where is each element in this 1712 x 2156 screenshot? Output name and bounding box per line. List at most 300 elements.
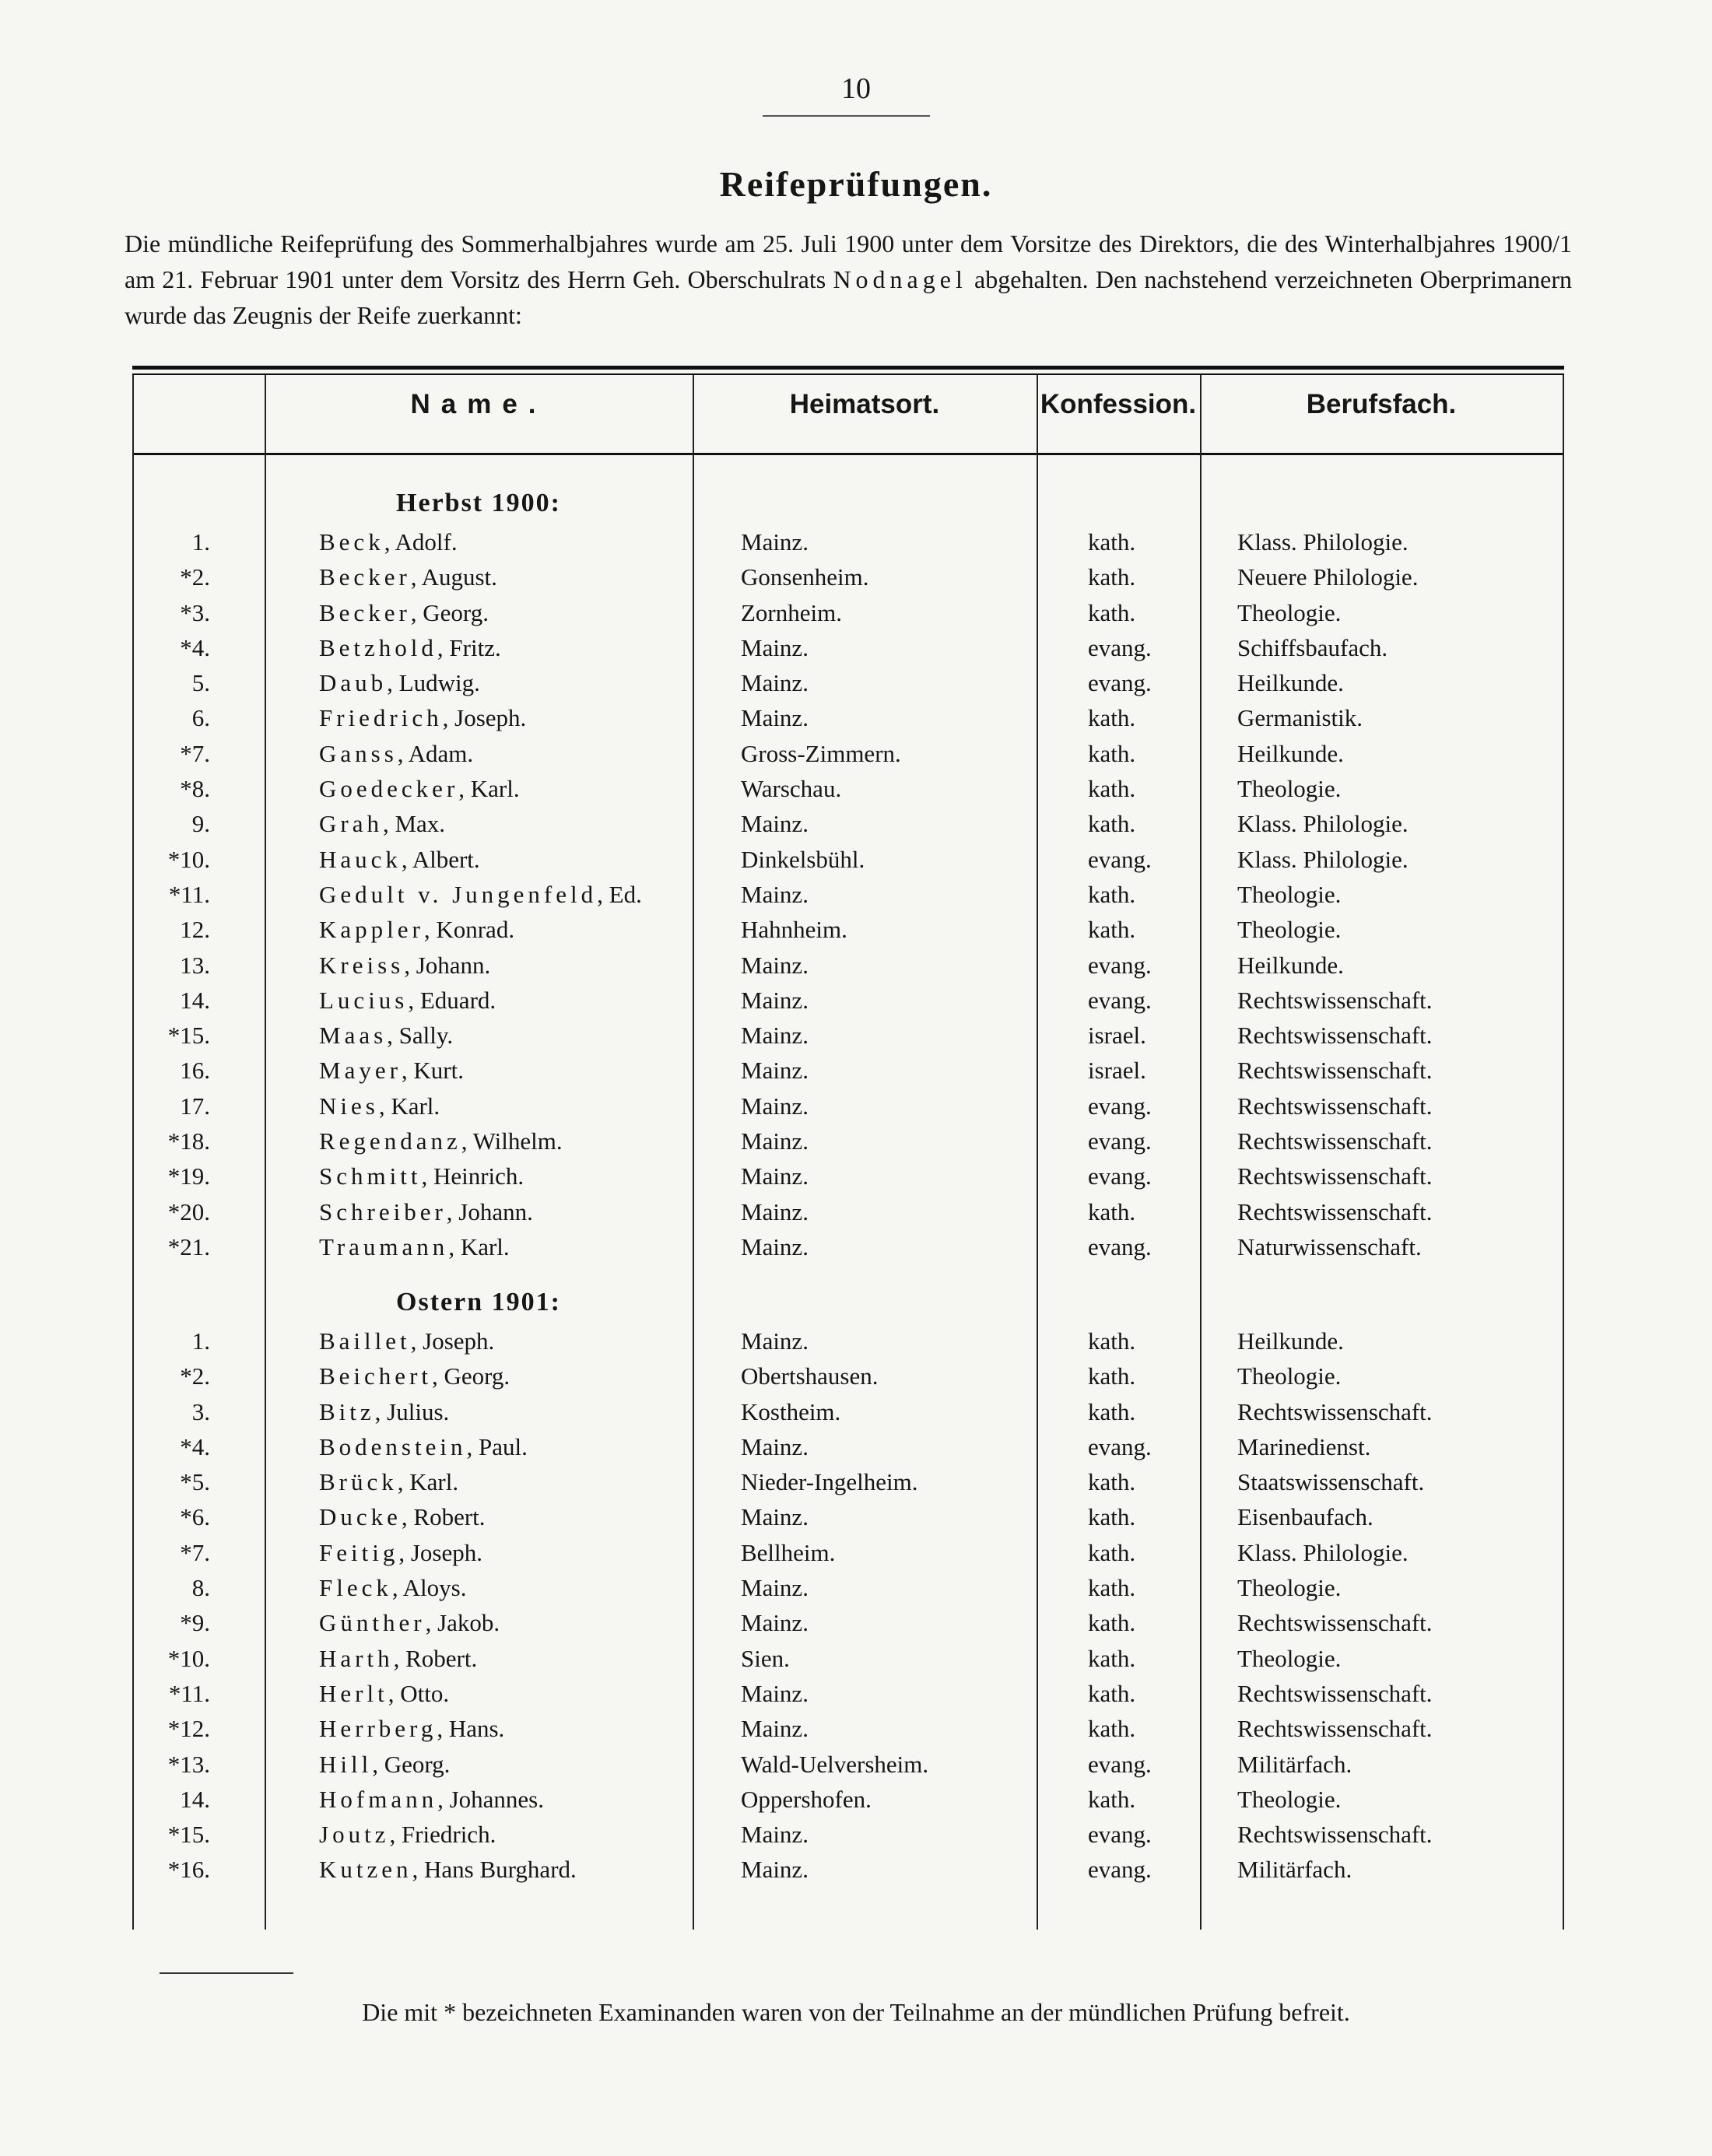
konfession-cell: evang. [1088, 986, 1152, 1014]
entry-number: 14. [180, 986, 210, 1014]
student-name [319, 599, 489, 627]
surname: Günther [319, 1609, 426, 1637]
table-row [132, 1536, 1564, 1571]
berufsfach-cell: Naturwissenschaft. [1237, 1232, 1422, 1260]
table-row [132, 1195, 1564, 1230]
given-name: , Konrad. [423, 916, 515, 944]
given-name: , Johannes. [437, 1785, 544, 1813]
berufsfach-cell: Heilkunde. [1237, 1327, 1344, 1355]
heimatsort-cell: Kostheim. [741, 1397, 841, 1425]
student-name [319, 775, 520, 803]
table-row [132, 1571, 1564, 1606]
surname: Schreiber [319, 1197, 447, 1225]
konfession-cell: evang. [1088, 1162, 1152, 1190]
table-row [132, 1159, 1564, 1194]
table-row [132, 1324, 1564, 1359]
konfession-cell: evang. [1088, 1856, 1152, 1884]
entry-number: 9. [191, 810, 210, 838]
table-row [132, 772, 1564, 807]
intro-chairman-name: Nodnagel [833, 265, 967, 293]
surname: Friedrich [319, 704, 443, 732]
surname: Becker [319, 563, 411, 591]
surname: Becker [319, 598, 411, 626]
given-name: , Sally. [387, 1022, 454, 1050]
page-number: 10 [841, 72, 871, 105]
given-name: , Heinrich. [421, 1162, 524, 1190]
table-row [132, 1642, 1564, 1677]
surname: Regendanz [319, 1127, 461, 1155]
berufsfach-cell: Rechtswissenschaft. [1237, 1092, 1433, 1120]
footnote: Die mit * bezeichneten Examinanden waren von der Teilnahme an der mündlichen Prüfung befreit. [362, 1998, 1350, 2026]
heimatsort-cell: Mainz. [741, 810, 809, 838]
entry-number: *10. [167, 845, 210, 873]
student-name [319, 952, 490, 980]
entry-number: *2. [180, 563, 210, 591]
student-name [319, 1057, 464, 1085]
konfession-cell: evang. [1088, 951, 1152, 979]
konfession-cell: kath. [1088, 1503, 1136, 1531]
given-name: , Fritz. [437, 633, 501, 661]
entry-number: *8. [180, 775, 210, 803]
student-name [319, 1162, 524, 1190]
intro-paragraph [125, 226, 1572, 333]
given-name: , Wilhelm. [461, 1127, 563, 1155]
heimatsort-cell: Nieder-Ingelheim. [741, 1468, 918, 1496]
entry-number: *19. [167, 1162, 210, 1190]
konfession-cell: evang. [1088, 845, 1152, 873]
table-row [132, 913, 1564, 948]
entry-number: *9. [180, 1609, 210, 1637]
given-name: , Adam. [397, 739, 474, 767]
header-konfession: Konfession. [1040, 389, 1197, 419]
heimatsort-cell: Mainz. [741, 1574, 809, 1602]
berufsfach-cell: Heilkunde. [1237, 739, 1344, 767]
table-row [132, 1230, 1564, 1265]
heimatsort-cell: Mainz. [741, 704, 809, 732]
heimatsort-cell: Mainz. [741, 1432, 809, 1460]
surname: Herrberg [319, 1715, 437, 1743]
given-name: , Adolf. [384, 528, 458, 556]
konfession-cell: kath. [1088, 880, 1136, 908]
given-name: , Georg. [372, 1750, 451, 1778]
table-row [132, 1500, 1564, 1535]
heimatsort-cell: Dinkelsbühl. [741, 845, 865, 873]
student-name [319, 1233, 510, 1261]
berufsfach-cell: Rechtswissenschaft. [1237, 1022, 1433, 1050]
section-title-herbst: Herbst 1900: [396, 489, 561, 517]
surname: Maas [319, 1022, 388, 1050]
surname: Kappler [319, 916, 424, 944]
konfession-cell: kath. [1088, 1785, 1136, 1813]
section-title-ostern: Ostern 1901: [396, 1288, 561, 1316]
table-row [132, 737, 1564, 772]
entry-number: *3. [180, 598, 210, 626]
surname: Hauck [319, 845, 402, 873]
table-row [132, 1395, 1564, 1430]
entry-number: 3. [191, 1397, 210, 1425]
konfession-cell: kath. [1088, 1327, 1136, 1355]
konfession-cell: kath. [1088, 1609, 1136, 1637]
table-row [132, 1783, 1564, 1818]
heimatsort-cell: Mainz. [741, 669, 809, 697]
surname: Daub [319, 669, 388, 697]
entry-number: *6. [180, 1503, 210, 1531]
berufsfach-cell: Germanistik. [1237, 704, 1363, 732]
surname: Joutz [319, 1821, 390, 1849]
given-name: , Georg. [432, 1362, 510, 1390]
heimatsort-cell: Gonsenheim. [741, 563, 869, 591]
entry-number: 16. [180, 1057, 210, 1085]
surname: Beichert [319, 1362, 433, 1390]
table-row [132, 596, 1564, 631]
surname: Herlt [319, 1679, 388, 1707]
table-row [132, 1053, 1564, 1089]
berufsfach-cell: Rechtswissenschaft. [1237, 1162, 1433, 1190]
given-name: , Jakob. [425, 1609, 500, 1637]
student-name [319, 1433, 528, 1461]
student-name [319, 1503, 486, 1531]
given-name: , Johann. [404, 951, 491, 979]
table-header-row [132, 389, 1564, 443]
student-name [319, 1715, 504, 1743]
given-name: , Johann. [446, 1197, 533, 1225]
konfession-cell: israel. [1088, 1022, 1146, 1050]
student-name [319, 1856, 577, 1884]
results-table [132, 366, 1564, 1930]
table-row [132, 525, 1564, 560]
entry-number: *11. [168, 880, 210, 908]
entry-number: 13. [180, 951, 210, 979]
student-name [319, 1092, 440, 1120]
konfession-cell: evang. [1088, 1821, 1152, 1849]
student-name [319, 1609, 500, 1637]
table-row [132, 1465, 1564, 1500]
heimatsort-cell: Mainz. [741, 1127, 809, 1155]
given-name: , Robert. [393, 1644, 478, 1672]
given-name: , Max. [382, 810, 446, 838]
table-row [132, 807, 1564, 842]
konfession-cell: evang. [1088, 1092, 1152, 1120]
student-name [319, 881, 642, 909]
table-row [132, 631, 1564, 666]
berufsfach-cell: Theologie. [1237, 1362, 1342, 1390]
surname: Baillet [319, 1327, 411, 1355]
entry-number: 14. [180, 1785, 210, 1813]
konfession-cell: kath. [1088, 1468, 1136, 1496]
berufsfach-cell: Theologie. [1237, 598, 1342, 626]
konfession-cell: kath. [1088, 916, 1136, 944]
berufsfach-cell: Militärfach. [1237, 1750, 1352, 1778]
konfession-cell: kath. [1088, 528, 1136, 556]
berufsfach-cell: Marinedienst. [1237, 1432, 1371, 1460]
entry-number: 12. [180, 916, 210, 944]
heimatsort-cell: Mainz. [741, 1022, 809, 1050]
given-name: , Hans. [437, 1715, 505, 1743]
berufsfach-cell: Rechtswissenschaft. [1237, 1197, 1433, 1225]
given-name: , Aloys. [391, 1574, 467, 1602]
entry-number: *7. [180, 1538, 210, 1566]
student-name [319, 1127, 563, 1155]
konfession-cell: kath. [1088, 1197, 1136, 1225]
student-name [319, 740, 473, 768]
berufsfach-cell: Klass. Philologie. [1237, 1538, 1409, 1566]
given-name: , Karl. [378, 1092, 440, 1120]
berufsfach-cell: Schiffsbaufach. [1237, 633, 1388, 661]
berufsfach-cell: Theologie. [1237, 1574, 1342, 1602]
entry-number: *4. [180, 1432, 210, 1460]
entry-number: *12. [167, 1715, 210, 1743]
given-name: , Otto. [388, 1679, 450, 1707]
heimatsort-cell: Hahnheim. [741, 916, 847, 944]
student-name [319, 1574, 466, 1602]
given-name: , Georg. [410, 598, 489, 626]
table-row [132, 1677, 1564, 1712]
heimatsort-cell: Mainz. [741, 1821, 809, 1849]
surname: Goedecker [319, 775, 459, 803]
entry-number: *5. [180, 1468, 210, 1496]
student-name [319, 916, 514, 944]
table-row [132, 1748, 1564, 1783]
given-name: , Eduard. [408, 986, 496, 1014]
entry-number: *4. [180, 633, 210, 661]
given-name: , Robert. [401, 1503, 486, 1531]
konfession-cell: kath. [1088, 563, 1136, 591]
konfession-cell: kath. [1088, 1397, 1136, 1425]
entry-number: 6. [191, 704, 210, 732]
given-name: , Joseph. [410, 1327, 495, 1355]
student-name [319, 846, 480, 874]
konfession-cell: kath. [1088, 1362, 1136, 1390]
konfession-cell: kath. [1088, 1644, 1136, 1672]
surname: Ducke [319, 1503, 402, 1531]
table-row [132, 1124, 1564, 1159]
student-name [319, 1327, 494, 1355]
heimatsort-cell: Mainz. [741, 1715, 809, 1743]
table-row [132, 843, 1564, 878]
given-name: , August. [410, 563, 497, 591]
berufsfach-cell: Heilkunde. [1237, 951, 1344, 979]
heimatsort-cell: Mainz. [741, 1232, 809, 1260]
heimatsort-cell: Mainz. [741, 1092, 809, 1120]
surname: Grah [319, 810, 383, 838]
entry-number: *18. [167, 1127, 210, 1155]
table-row [132, 983, 1564, 1018]
heimatsort-cell: Mainz. [741, 1057, 809, 1085]
given-name: , Joseph. [398, 1538, 482, 1566]
entry-number: *20. [167, 1197, 210, 1225]
table-row [132, 1606, 1564, 1641]
given-name: , Joseph. [442, 704, 527, 732]
table-top-rule-thin [132, 373, 1564, 375]
berufsfach-cell: Theologie. [1237, 880, 1342, 908]
berufsfach-cell: Rechtswissenschaft. [1237, 1057, 1433, 1085]
surname: Kreiss [319, 951, 405, 979]
konfession-cell: kath. [1088, 739, 1136, 767]
student-name [319, 1680, 449, 1708]
entry-number: *2. [180, 1362, 210, 1390]
surname: Ganss [319, 739, 398, 767]
surname: Schmitt [319, 1162, 422, 1190]
student-name [319, 1022, 453, 1050]
heimatsort-cell: Mainz. [741, 880, 809, 908]
student-name [319, 528, 458, 556]
given-name: , Ed. [597, 880, 642, 908]
header-heimatsort: Heimatsort. [789, 389, 940, 419]
table-row [132, 1018, 1564, 1053]
entry-number: *10. [167, 1644, 210, 1672]
student-name [319, 810, 445, 838]
surname: Brück [319, 1468, 398, 1496]
berufsfach-cell: Klass. Philologie. [1237, 845, 1409, 873]
entry-number: *15. [167, 1022, 210, 1050]
student-name [319, 669, 480, 697]
berufsfach-cell: Rechtswissenschaft. [1237, 1609, 1433, 1637]
surname: Bitz [319, 1397, 375, 1425]
konfession-cell: kath. [1088, 704, 1136, 732]
konfession-cell: kath. [1088, 1679, 1136, 1707]
section-rows-ostern [132, 1324, 1564, 1888]
table-row [132, 1430, 1564, 1465]
surname: Lucius [319, 986, 409, 1014]
heimatsort-cell: Mainz. [741, 1503, 809, 1531]
student-name [319, 1821, 496, 1849]
surname: Hill [319, 1750, 373, 1778]
entry-number: *21. [167, 1232, 210, 1260]
surname: Mayer [319, 1057, 402, 1085]
intro-text-part1: Die mündliche Reifeprüfung des Sommerhalbjahres wurde am 25. Juli 1900 unter dem Vorsitze des Direktors, die des Winterhalbjahres 1900/1 am 21. Februar 1901 unter dem Vorsitz des Herrn Geh. Oberschulrats [125, 230, 1572, 293]
table-row [132, 948, 1564, 983]
heimatsort-cell: Wald-Uelversheim. [741, 1750, 929, 1778]
student-name [319, 1751, 450, 1779]
heimatsort-cell: Sien. [741, 1644, 790, 1672]
heimatsort-cell: Mainz. [741, 1197, 809, 1225]
berufsfach-cell: Rechtswissenschaft. [1237, 1821, 1433, 1849]
given-name: , Friedrich. [389, 1821, 496, 1849]
berufsfach-cell: Neuere Philologie. [1237, 563, 1419, 591]
heimatsort-cell: Obertshausen. [741, 1362, 879, 1390]
berufsfach-cell: Theologie. [1237, 916, 1342, 944]
heimatsort-cell: Gross-Zimmern. [741, 739, 901, 767]
footnote-rule [160, 1972, 293, 1974]
entry-number: *7. [180, 739, 210, 767]
konfession-cell: evang. [1088, 1432, 1152, 1460]
berufsfach-cell: Klass. Philologie. [1237, 810, 1409, 838]
berufsfach-cell: Eisenbaufach. [1237, 1503, 1373, 1531]
entry-number: *13. [167, 1750, 210, 1778]
berufsfach-cell: Theologie. [1237, 1785, 1342, 1813]
entry-number: *11. [168, 1679, 210, 1707]
intro-text-part2: abgehalten. Den nachstehend verzeichneten Oberprimanern wurde das Zeugnis der Reife zuerkannt: [125, 265, 1573, 329]
table-row [132, 666, 1564, 701]
heimatsort-cell: Mainz. [741, 1679, 809, 1707]
berufsfach-cell: Rechtswissenschaft. [1237, 1127, 1433, 1155]
given-name: , Kurt. [401, 1057, 464, 1085]
entry-number: 5. [191, 669, 210, 697]
berufsfach-cell: Theologie. [1237, 775, 1342, 803]
surname: Hofmann [319, 1785, 438, 1813]
heimatsort-cell: Warschau. [741, 775, 842, 803]
berufsfach-cell: Rechtswissenschaft. [1237, 1715, 1433, 1743]
heimatsort-cell: Bellheim. [741, 1538, 836, 1566]
table-row [132, 1359, 1564, 1394]
heimatsort-cell: Mainz. [741, 528, 809, 556]
table-row [132, 1818, 1564, 1853]
student-name [319, 634, 501, 662]
student-name [319, 1362, 510, 1390]
table-row [132, 1089, 1564, 1124]
given-name: , Ludwig. [387, 669, 480, 697]
table-top-rule [132, 366, 1564, 370]
heimatsort-cell: Mainz. [741, 1162, 809, 1190]
konfession-cell: kath. [1088, 1538, 1136, 1566]
page-title: Reifeprüfungen. [719, 164, 993, 204]
given-name: , Karl. [397, 1468, 459, 1496]
heimatsort-cell: Mainz. [741, 633, 809, 661]
entry-number: 1. [191, 1327, 210, 1355]
surname: Traumann [319, 1232, 449, 1260]
given-name: , Paul. [466, 1432, 528, 1460]
surname: Fleck [319, 1574, 392, 1602]
heimatsort-cell: Mainz. [741, 986, 809, 1014]
surname: Harth [319, 1644, 394, 1672]
table-row [132, 1712, 1564, 1747]
berufsfach-cell: Militärfach. [1237, 1856, 1352, 1884]
entry-number: 1. [191, 528, 210, 556]
given-name: , Hans Burghard. [412, 1856, 577, 1884]
konfession-cell: evang. [1088, 1232, 1152, 1260]
table-row [132, 701, 1564, 736]
surname: Nies [319, 1092, 379, 1120]
heimatsort-cell: Mainz. [741, 1327, 809, 1355]
konfession-cell: israel. [1088, 1057, 1146, 1085]
konfession-cell: evang. [1088, 669, 1152, 697]
given-name: , Julius. [374, 1397, 450, 1425]
konfession-cell: evang. [1088, 1750, 1152, 1778]
student-name [319, 1786, 544, 1814]
table-row [132, 878, 1564, 913]
konfession-cell: evang. [1088, 633, 1152, 661]
section-rows-herbst [132, 525, 1564, 1265]
header-name: Name. [410, 389, 547, 419]
entry-number: 8. [191, 1574, 210, 1602]
heimatsort-cell: Mainz. [741, 951, 809, 979]
berufsfach-cell: Theologie. [1237, 1644, 1342, 1672]
heimatsort-cell: Zornheim. [741, 598, 842, 626]
student-name [319, 563, 497, 591]
surname: Kutzen [319, 1856, 412, 1884]
surname: Betzhold [319, 633, 437, 661]
konfession-cell: kath. [1088, 775, 1136, 803]
surname: Beck [319, 528, 384, 556]
berufsfach-cell: Rechtswissenschaft. [1237, 986, 1433, 1014]
surname: Gedult v. Jungenfeld [319, 880, 598, 908]
konfession-cell: kath. [1088, 810, 1136, 838]
student-name [319, 1398, 449, 1426]
konfession-cell: kath. [1088, 1574, 1136, 1602]
given-name: , Albert. [401, 845, 480, 873]
entry-number: 17. [180, 1092, 210, 1120]
header-berufsfach: Berufsfach. [1306, 389, 1457, 419]
berufsfach-cell: Heilkunde. [1237, 669, 1344, 697]
konfession-cell: kath. [1088, 598, 1136, 626]
student-name [319, 1198, 533, 1226]
student-name [319, 1539, 482, 1567]
table-header-rule [132, 453, 1564, 455]
berufsfach-cell: Rechtswissenschaft. [1237, 1679, 1433, 1707]
berufsfach-cell: Staatswissenschaft. [1237, 1468, 1425, 1496]
student-name [319, 704, 526, 732]
heimatsort-cell: Oppershofen. [741, 1785, 872, 1813]
